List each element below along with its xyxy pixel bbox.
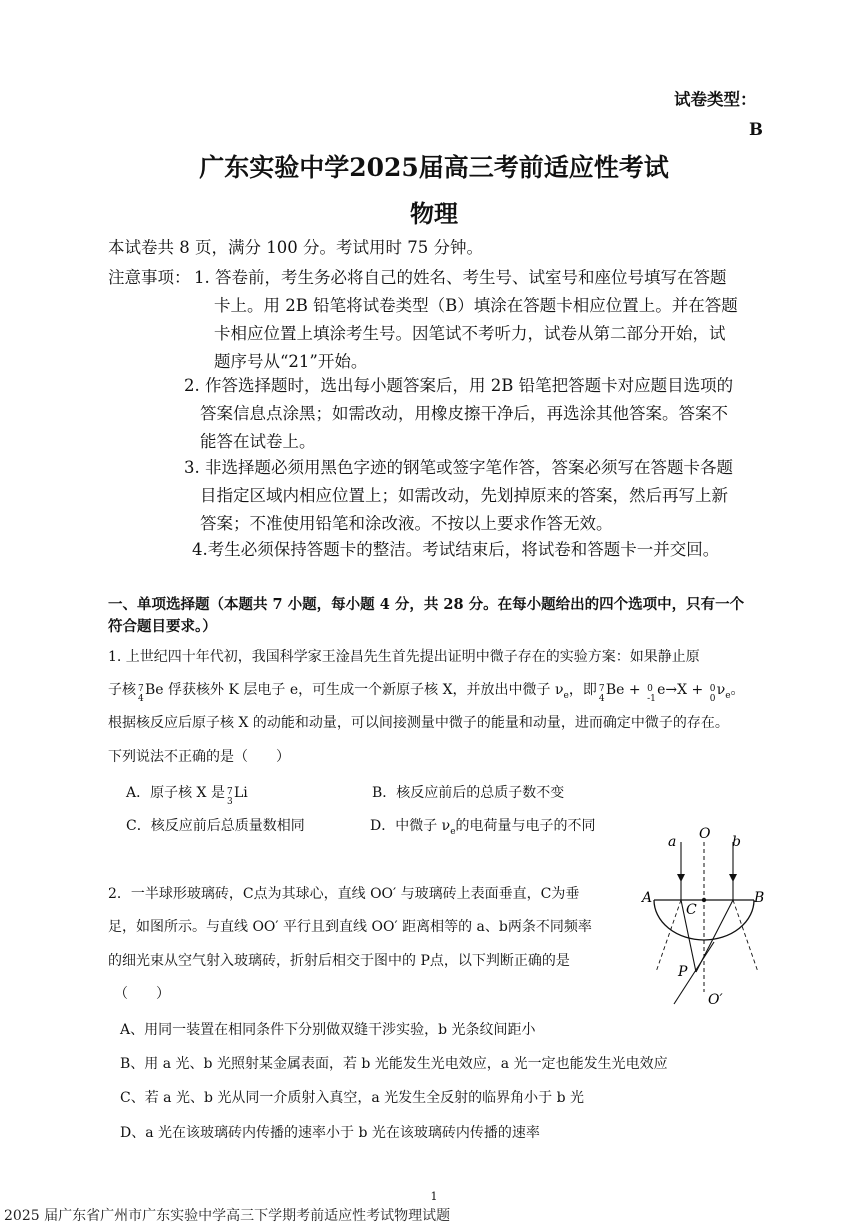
notice-4-line-1: 4.考生必须保持答题卡的整洁。考试结束后，将试卷和答题卡一并交回。 — [192, 540, 720, 559]
label-A: A — [642, 890, 653, 906]
paper-type-value: B — [749, 120, 763, 139]
q1-line-3: 根据核反应后原子核 X 的动能和动量，可以间接测量中微子的能量和动量，进而确定中微子的存在。 — [108, 715, 729, 731]
section-heading-line-1: 一、单项选择题（本题共 7 小题，每小题 4 分，共 28 分。在每小题给出的四个选项中，只有一个 — [108, 596, 745, 613]
label-O-prime: O′ — [708, 992, 723, 1008]
exam-summary: 本试卷共 8 页，满分 100 分。考试用时 75 分钟。 — [108, 238, 483, 257]
q1-option-d: D．中微子 $\nu_e$的电荷量与电子的不同 — [370, 818, 596, 837]
q2-option-b: B、用 a 光、b 光照射某金属表面，若 b 光能发生光电效应，a 光一定也能发生光电效应 — [120, 1056, 668, 1072]
q2-option-a: A、用同一装置在相同条件下分别做双缝干涉实验，b 光条纹间距小 — [120, 1022, 536, 1038]
notice-3-line-3: 答案；不准使用铅笔和涂改液。不按以上要求作答无效。 — [200, 514, 613, 533]
q2-option-d: D、a 光在该玻璃砖内传播的速率小于 b 光在该玻璃砖内传播的速率 — [120, 1125, 540, 1141]
subject-title: 物理 — [410, 199, 458, 228]
notice-1-line-1: 1. 答卷前，考生务必将自己的姓名、考生号、试室号和座位号填写在答题 — [194, 268, 727, 287]
ray-b-extension — [733, 900, 758, 972]
center-point — [702, 898, 706, 902]
notice-3-line-1: 3. 非选择题必须用黑色字迹的钢笔或签字笔作答，答案必须写在答题卡各题 — [184, 458, 733, 477]
section-heading-line-2: 符合题目要求。） — [108, 618, 217, 635]
paper-type-label: 试卷类型： — [674, 90, 757, 109]
notice-1-line-2: 卡上。用 2B 铅笔将试卷类型（B）填涂在答题卡相应位置上。并在答题 — [214, 296, 738, 315]
q1-option-b: B．核反应前后的总质子数不变 — [372, 785, 565, 801]
notice-2-line-3: 能答在试卷上。 — [200, 432, 316, 451]
q1-line-4: 下列说法不正确的是（ ） — [108, 749, 290, 765]
page-number: 1 — [430, 1190, 438, 1203]
notice-1-line-4: 题序号从“21”开始。 — [214, 352, 368, 371]
q1-line-1: 1. 上世纪四十年代初，我国科学家王淦昌先生首先提出证明中微子存在的实验方案：如果静止原 — [108, 649, 700, 665]
q2-option-c: C、若 a 光、b 光从同一介质射入真空，a 光发生全反射的临界角小于 b 光 — [120, 1090, 585, 1106]
label-B: B — [754, 890, 765, 906]
watermark-footer: 2025 届广东省广州市广东实验中学高三下学期考前适应性考试物理试题 — [4, 1208, 451, 1224]
exam-title: 广东实验中学2025届高三考前适应性考试 — [199, 153, 669, 182]
notice-2-line-1: 2. 作答选择题时，选出每小题答案后，用 2B 铅笔把答题卡对应题目选项的 — [184, 376, 734, 395]
label-C: C — [686, 902, 697, 918]
label-o: O — [699, 826, 711, 842]
q1-option-c: C．核反应前后总质量数相同 — [126, 818, 305, 834]
label-P: P — [678, 964, 688, 980]
q1-option-a: A．原子核 X 是 7 3 Li — [126, 785, 248, 807]
hemisphere-glass-figure — [636, 822, 776, 1008]
label-b: b — [732, 834, 741, 850]
q2-line-4: （ ） — [114, 986, 170, 1002]
q1-line-2: 子核 7 4 Be 俘获核外 K 层电子 e，可生成一个新原子核 X，并放出中微子 $\nu_e$，即 7 4 Be + 0 -1 e→X + 0 0 $\nu_e$。 — [108, 682, 745, 704]
q2-line-2: 足，如图所示。与直线 OO′ 平行且到直线 OO′ 距离相等的 a、b两条不同频率 — [108, 919, 592, 935]
ray-b-arrow — [729, 874, 737, 882]
q2-line-1: 2．一半球形玻璃砖，C点为其球心，直线 OO′ 与玻璃砖上表面垂直，C为垂 — [108, 886, 580, 902]
ray-a-arrow — [677, 874, 685, 882]
notice-1-line-3: 卡相应位置上填涂考生号。因笔试不考听力，试卷从第二部分开始，试 — [214, 324, 726, 343]
notice-3-line-2: 目指定区域内相应位置上；如需改动，先划掉原来的答案，然后再写上新 — [200, 486, 728, 505]
notice-2-line-2: 答案信息点涂黑；如需改动，用橡皮擦干净后，再选涂其他答案。答案不 — [200, 404, 728, 423]
ray-a-extension — [656, 900, 681, 972]
label-a: a — [668, 834, 677, 850]
q2-line-3: 的细光束从空气射入玻璃砖，折射后相交于图中的 P点，以下判断正确的是 — [108, 953, 570, 969]
notice-label: 注意事项： — [108, 268, 191, 287]
